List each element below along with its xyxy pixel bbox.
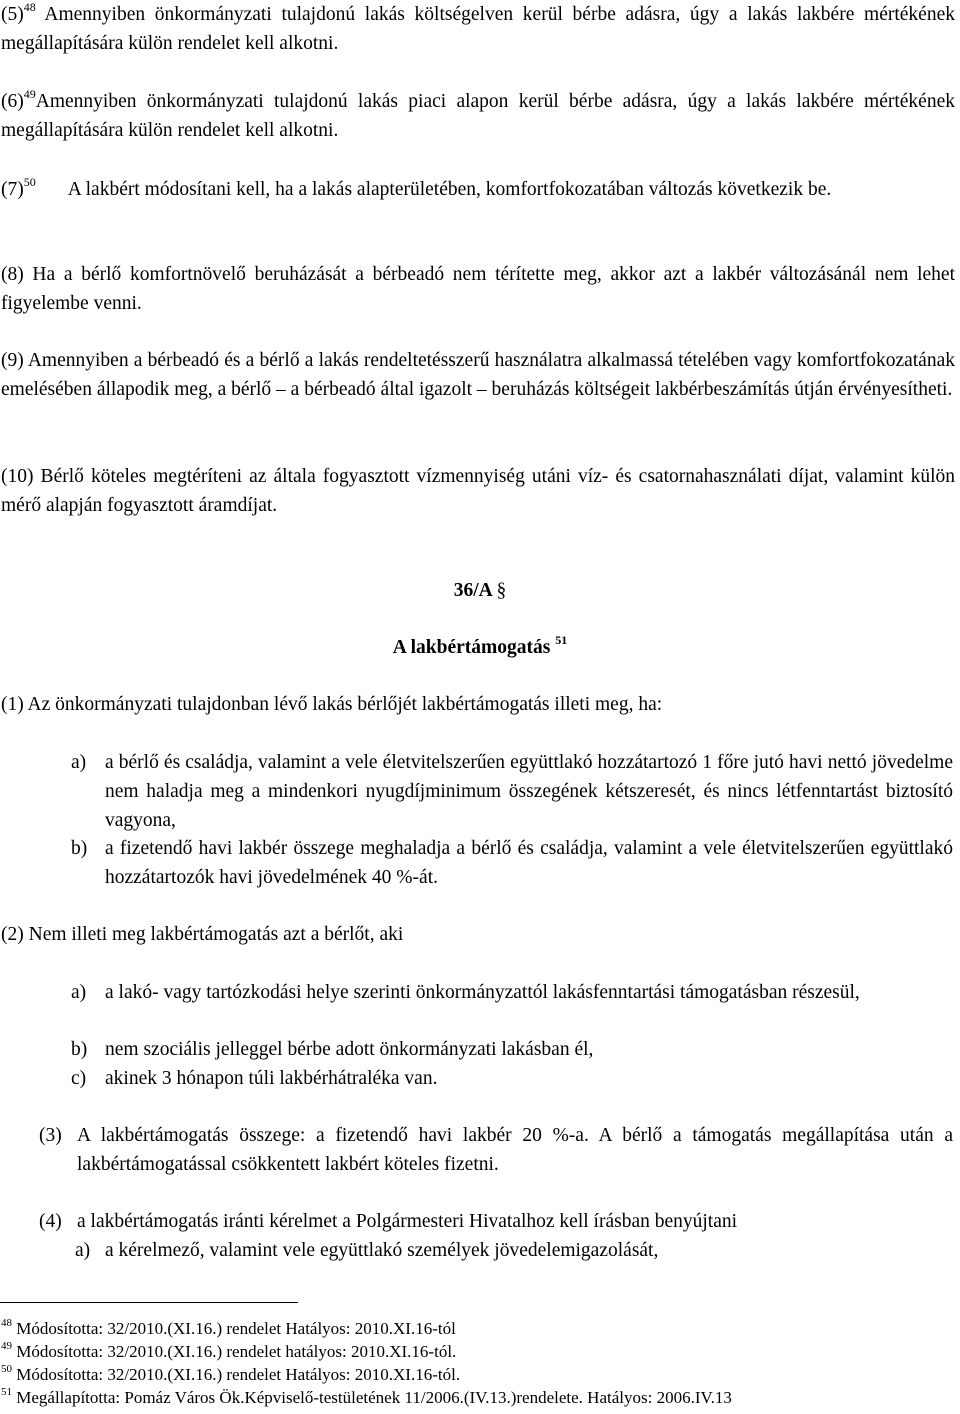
paragraph-label: (6) <box>1 91 24 112</box>
item-text: a lakbértámogatás iránti kérelmet a Polgármesteri Hivatalhoz kell írásban benyújtani <box>77 1211 738 1232</box>
subsection-2-intro: (2) Nem illeti meg lakbértámogatás azt a bérlőt, aki <box>1 924 404 945</box>
footnote-49 <box>1 1341 456 1363</box>
footnote-text: Módosította: 32/2010.(XI.16.) rendelet Hatályos: 2010.XI.16-tól. <box>12 1365 461 1384</box>
subsection-1-intro: (1) Az önkormányzati tulajdonban lévő lakás bérlőjét lakbértámogatás illeti meg, ha: <box>1 694 663 715</box>
section-mark: § <box>496 580 507 601</box>
section-number <box>0 576 960 605</box>
item-text: nem szociális jelleggel bérbe adott önkormányzati lakásban él, <box>105 1039 594 1060</box>
footnote-51 <box>1 1387 732 1409</box>
paragraph-label: (7) <box>1 179 24 200</box>
paragraph-5 <box>1 0 955 58</box>
paragraph-9: (9) Amennyiben a bérbeadó és a bérlő a lakás rendeltetésszerű használatra alkalmassá tételében vagy komfortfokozatának emelésében állapodik meg, a bérlő – a bérbeadó által igazolt – beruházás költségeit lakbérbeszámítás útján érvényesítheti. <box>1 350 955 400</box>
item-text: a fizetendő havi lakbér összege meghaladja a bérlő és családja, valamint a vele életvitelszerűen együttlakó hozzátartozók havi jövedelmének 40 %-át. <box>105 838 953 888</box>
footnote-number: 50 <box>1 1363 12 1376</box>
item-text: a bérlő és családja, valamint a vele életvitelszerűen együttlakó hozzátartozó 1 főre jutó havi nettó jövedelme nem haladja meg a mindenkori nyugdíjminimum összegének kétszeresét, és nincs létfenntartást biztosító vagyona, <box>105 752 953 831</box>
paragraph-text: Amennyiben önkormányzati tulajdonú lakás piaci alapon kerül bérbe adásra, úgy a lakás lakbére mértékének megállapítására külön rendelet kell alkotni. <box>1 91 955 141</box>
item-text: A lakbértámogatás összege: a fizetendő havi lakbér 20 %-a. A bérlő a támogatás megállapítása után a lakbértámogatással csökkentett lakbért köteles fizetni. <box>77 1125 953 1175</box>
item-label: c) <box>71 1068 87 1089</box>
paragraph-label: (5) <box>1 4 24 25</box>
item-label: (3) <box>39 1125 62 1146</box>
subsection-2-item-c <box>71 1064 953 1093</box>
footnote-number: 48 <box>1 1317 12 1330</box>
item-label: b) <box>71 1039 88 1060</box>
section-number-text: 36/A <box>453 580 492 601</box>
paragraph-8: (8) Ha a bérlő komfortnövelő beruházását a bérbeadó nem térítette meg, akkor azt a lakbér változásánál nem lehet figyelembe venni. <box>1 264 955 314</box>
footnote-50 <box>1 1364 460 1386</box>
item-label: b) <box>71 838 88 859</box>
subsection-1-item-b <box>71 834 953 892</box>
item-text: a kérelmező, valamint vele együttlakó személyek jövedelemigazolását, <box>105 1240 659 1261</box>
section-title-text: A lakbértámogatás <box>392 637 551 658</box>
footnote-number: 49 <box>1 1340 12 1353</box>
subsection-4 <box>39 1207 953 1236</box>
paragraph-text: A lakbért módosítani kell, ha a lakás alapterületében, komfortfokozatában változás következik be. <box>67 179 832 200</box>
subsection-1-item-a <box>71 748 953 835</box>
subsection-2-item-b <box>71 1035 953 1064</box>
footnote-text: Módosította: 32/2010.(XI.16.) rendelet hatályos: 2010.XI.16-tól. <box>12 1342 457 1361</box>
footnote-ref[interactable]: 49 <box>23 86 36 101</box>
footnote-48 <box>1 1318 456 1340</box>
item-label: a) <box>71 982 87 1003</box>
paragraph-6 <box>1 87 955 145</box>
item-text: akinek 3 hónapon túli lakbérhátraléka van. <box>105 1068 438 1089</box>
paragraph-10: (10) Bérlő köteles megtéríteni az általa fogyasztott vízmennyiség utáni víz- és csatornahasználati díjat, valamint külön mérő alapján fogyasztott áramdíjat. <box>1 466 955 516</box>
footnote-ref[interactable]: 48 <box>23 0 36 14</box>
section-title <box>0 633 960 662</box>
footnote-ref[interactable]: 51 <box>555 632 568 647</box>
subsection-2-item-a <box>71 978 953 1007</box>
paragraph-7 <box>1 175 955 204</box>
footnote-number: 51 <box>1 1386 12 1399</box>
item-text: a lakó- vagy tartózkodási helye szerinti önkormányzattól lakásfenntartási támogatásban részesül, <box>105 982 860 1003</box>
footnote-text: Megállapította: Pomáz Város Ök.Képviselő-testületének 11/2006.(IV.13.)rendelete. Hatályos: 2006.IV.13 <box>12 1388 732 1407</box>
item-label: a) <box>71 752 87 773</box>
footnote-divider <box>0 1302 298 1303</box>
item-label: a) <box>75 1240 91 1261</box>
subsection-3 <box>39 1121 953 1179</box>
item-label: (4) <box>39 1211 62 1232</box>
footnote-ref[interactable]: 50 <box>23 174 36 189</box>
footnote-text: Módosította: 32/2010.(XI.16.) rendelet Hatályos: 2010.XI.16-tól <box>12 1319 456 1338</box>
subsection-4-item-a <box>75 1236 953 1265</box>
paragraph-text: Amennyiben önkormányzati tulajdonú lakás költségelven kerül bérbe adásra, úgy a lakás lakbére mértékének megállapítására külön rendelet kell alkotni. <box>1 4 955 54</box>
